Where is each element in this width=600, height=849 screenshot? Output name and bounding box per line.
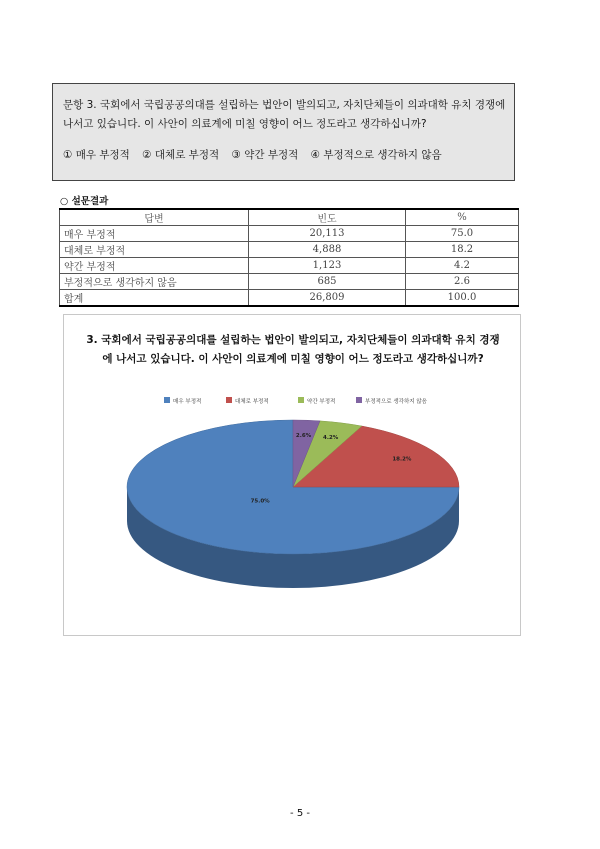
- table-row: [60, 242, 519, 258]
- cell-frequency: 4,888: [249, 242, 406, 258]
- answer-options: [63, 147, 506, 162]
- page-number: - 5 -: [290, 808, 310, 819]
- question-text: 문항 3. 국회에서 국립공공의대를 설립하는 법안이 발의되고, 자치단체들이 의과대학 유치 경쟁에 나서고 있습니다. 이 사안이 의료계에 미칠 영향이 어느 정도라고 생각하십니까?: [63, 99, 506, 130]
- data-label: 4.2%: [323, 435, 339, 442]
- cell-frequency: 1,123: [249, 258, 406, 274]
- cell-answer: 매우 부정적: [60, 226, 249, 242]
- chart-frame: [63, 314, 521, 636]
- cell-frequency: 20,113: [249, 226, 406, 242]
- cell-answer: 약간 부정적: [60, 258, 249, 274]
- option-2: ② 대체로 부정적: [142, 149, 220, 161]
- data-label: 18.2%: [392, 456, 412, 463]
- data-label: 2.6%: [295, 432, 312, 439]
- question-box: [52, 83, 515, 181]
- legend-label: 부정적으로 생각하지 않음: [365, 399, 427, 405]
- table-total-row: [60, 290, 519, 307]
- cell-percent: 100.0: [406, 290, 519, 307]
- chart-title: 3. 국회에서 국립공공의대를 설립하는 법안이 발의되고, 자치단체들이 의과대학 유치 경쟁에 나서고 있습니다. 이 사안이 의료계에 미칠 영향이 어느 정도라고 생각하십니까?: [86, 334, 500, 365]
- legend-swatch: [356, 397, 362, 403]
- cell-percent: 18.2: [406, 242, 519, 258]
- header-answer: 답변: [60, 209, 249, 226]
- results-table: [59, 208, 519, 307]
- cell-frequency: 685: [249, 274, 406, 290]
- table-row: [60, 274, 519, 290]
- cell-frequency: 26,809: [249, 290, 406, 307]
- pie-chart: [64, 315, 520, 635]
- legend-label: 매우 부정적: [173, 399, 202, 405]
- cell-answer: 부정적으로 생각하지 않음: [60, 274, 249, 290]
- cell-percent: 75.0: [406, 226, 519, 242]
- option-4: ④ 부정적으로 생각하지 않음: [310, 149, 442, 161]
- cell-percent: 4.2: [406, 258, 519, 274]
- data-label: 75.0%: [250, 498, 270, 505]
- legend-swatch: [298, 397, 304, 403]
- table-header-row: [60, 209, 519, 226]
- legend-label: 약간 부정적: [307, 399, 336, 405]
- table-row: [60, 258, 519, 274]
- cell-answer: 합계: [60, 290, 249, 307]
- results-title: ○ 설문결과: [60, 196, 109, 207]
- table-row: [60, 226, 519, 242]
- legend-label: 대체로 부정적: [235, 399, 269, 405]
- header-frequency: 빈도: [249, 209, 406, 226]
- cell-percent: 2.6: [406, 274, 519, 290]
- header-percent: %: [406, 209, 519, 226]
- option-1: ① 매우 부정적: [63, 149, 130, 161]
- cell-answer: 대체로 부정적: [60, 242, 249, 258]
- legend-swatch: [164, 397, 170, 403]
- legend-swatch: [226, 397, 232, 403]
- option-3: ③ 약간 부정적: [231, 149, 299, 161]
